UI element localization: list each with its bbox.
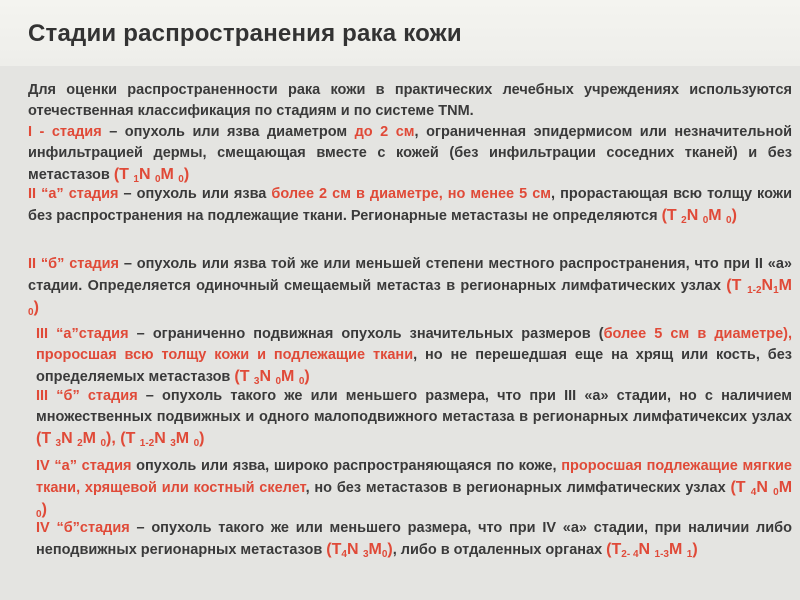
stage-3b-tnm-sep: , (111, 430, 121, 447)
slide-title: Стадии распространения рака кожи (28, 20, 462, 47)
stage-2b-paragraph (28, 254, 792, 319)
stage-1-label: I - стадия (28, 124, 102, 140)
stage-4a-extent: проросшая подлежащие мягкие ткани, хрящевой или костный скелет (36, 458, 792, 496)
stage-3b-text: – опухоль такого же или меньшего размера, что при III «а» стадии, но с наличием множественных подвижных и одного малоподвижного метастаза в регионарных лимфатичексих узлах (36, 388, 792, 425)
intro-paragraph: Для оценки распространенности рака кожи в практических лечебных учреждениях используются отечественная классификация по стадиям и по системе TNM. (28, 82, 792, 119)
stage-2a-text: – опухоль или язва (118, 186, 272, 202)
stage-4a-label: IV “а” стадия (36, 458, 132, 474)
stage-4b-text: – опухоль такого же или меньшего размера, что при IV «а» стадии, при наличии либо неподвижных регионарных метастазов (36, 520, 792, 558)
stage-1-paragraph (28, 122, 792, 186)
stage-3a-text-2: , но не перешедшая еще на хрящ или кость, без определяемых метастазов (36, 347, 792, 385)
stage-2a-label: II “а” стадия (28, 186, 119, 202)
stage-3b-tnm-a: (T $_3$N $_2$M $_0$) (36, 430, 112, 449)
stage-1-size: до 2 см (354, 124, 415, 140)
stage-3a-tnm: (T $_3$N $_0$M $_0$) (234, 368, 310, 387)
stage-3a-size: более 5 см в диаметре), проросшая всю толщу кожи и подлежащие ткани (36, 326, 792, 363)
stage-4b-tnm-a: ($T_4N$ $_3M_0$) (326, 541, 393, 560)
stage-4b-tnm-b: ($T_{2- 4}N$ $_{1-3}$M $_1$) (606, 541, 698, 560)
stage-3b-paragraph (28, 386, 792, 450)
stage-2a-text-2: , прорастающая всю толщу кожи без распространения на подлежащие ткани. Регионарные метастазы не определяются (28, 186, 792, 224)
stage-3b-tnm-b: (T $_{1-2}$N $_3$M $_0$) (120, 430, 205, 449)
stage-3a-label: III “а”стадия (36, 326, 129, 342)
stage-1-text-2: , ограниченная эпидермисом или незначительной инфильтрацией дермы, смещающая вместе с кожей (без инфильтрации соседних тканей) и без метастазов (28, 124, 792, 183)
stage-2a-paragraph (28, 184, 792, 227)
stage-1-text: – опухоль или язва диаметром (101, 124, 355, 140)
stage-4a-text: опухоль или язва, широко распространяющаяся по коже, (131, 458, 562, 474)
stage-2a-tnm: (T $_2$N $_0$M $_0$) (661, 207, 737, 226)
stage-4b-label: IV “б”стадия (36, 520, 130, 536)
stage-3a-text: – ограниченно подвижная опухоль значительных размеров ( (128, 326, 604, 342)
stage-2b-label: II “б” стадия (28, 256, 120, 272)
stage-2a-size: более 2 см в диаметре, но менее 5 см (271, 186, 552, 202)
stage-4b-paragraph (28, 518, 792, 561)
stage-2b-tnm: (T $_{1-2}N_1M$ $_0$) (28, 277, 792, 318)
stage-4a-tnm: (T $_4$N $_0$M $_0$) (36, 479, 793, 520)
stage-1-tnm: (T $_1$N $_0$M $_0$) (113, 166, 190, 185)
stage-4a-text-2: , но без метастазов в регионарных лимфатических узлах (305, 480, 731, 496)
stage-4b-text-2: , либо в отдаленных органах (392, 542, 607, 558)
stage-2b-text: – опухоль или язва той же или меньшей степени местного распространения, что при II «а» стадии. Определяется одиночный смещаемый метастаз в регионарных лимфатических узлах (28, 256, 792, 294)
stage-3b-label: III “б” стадия (36, 388, 138, 404)
stage-4a-paragraph (28, 456, 792, 521)
stage-3a-paragraph (28, 324, 792, 388)
